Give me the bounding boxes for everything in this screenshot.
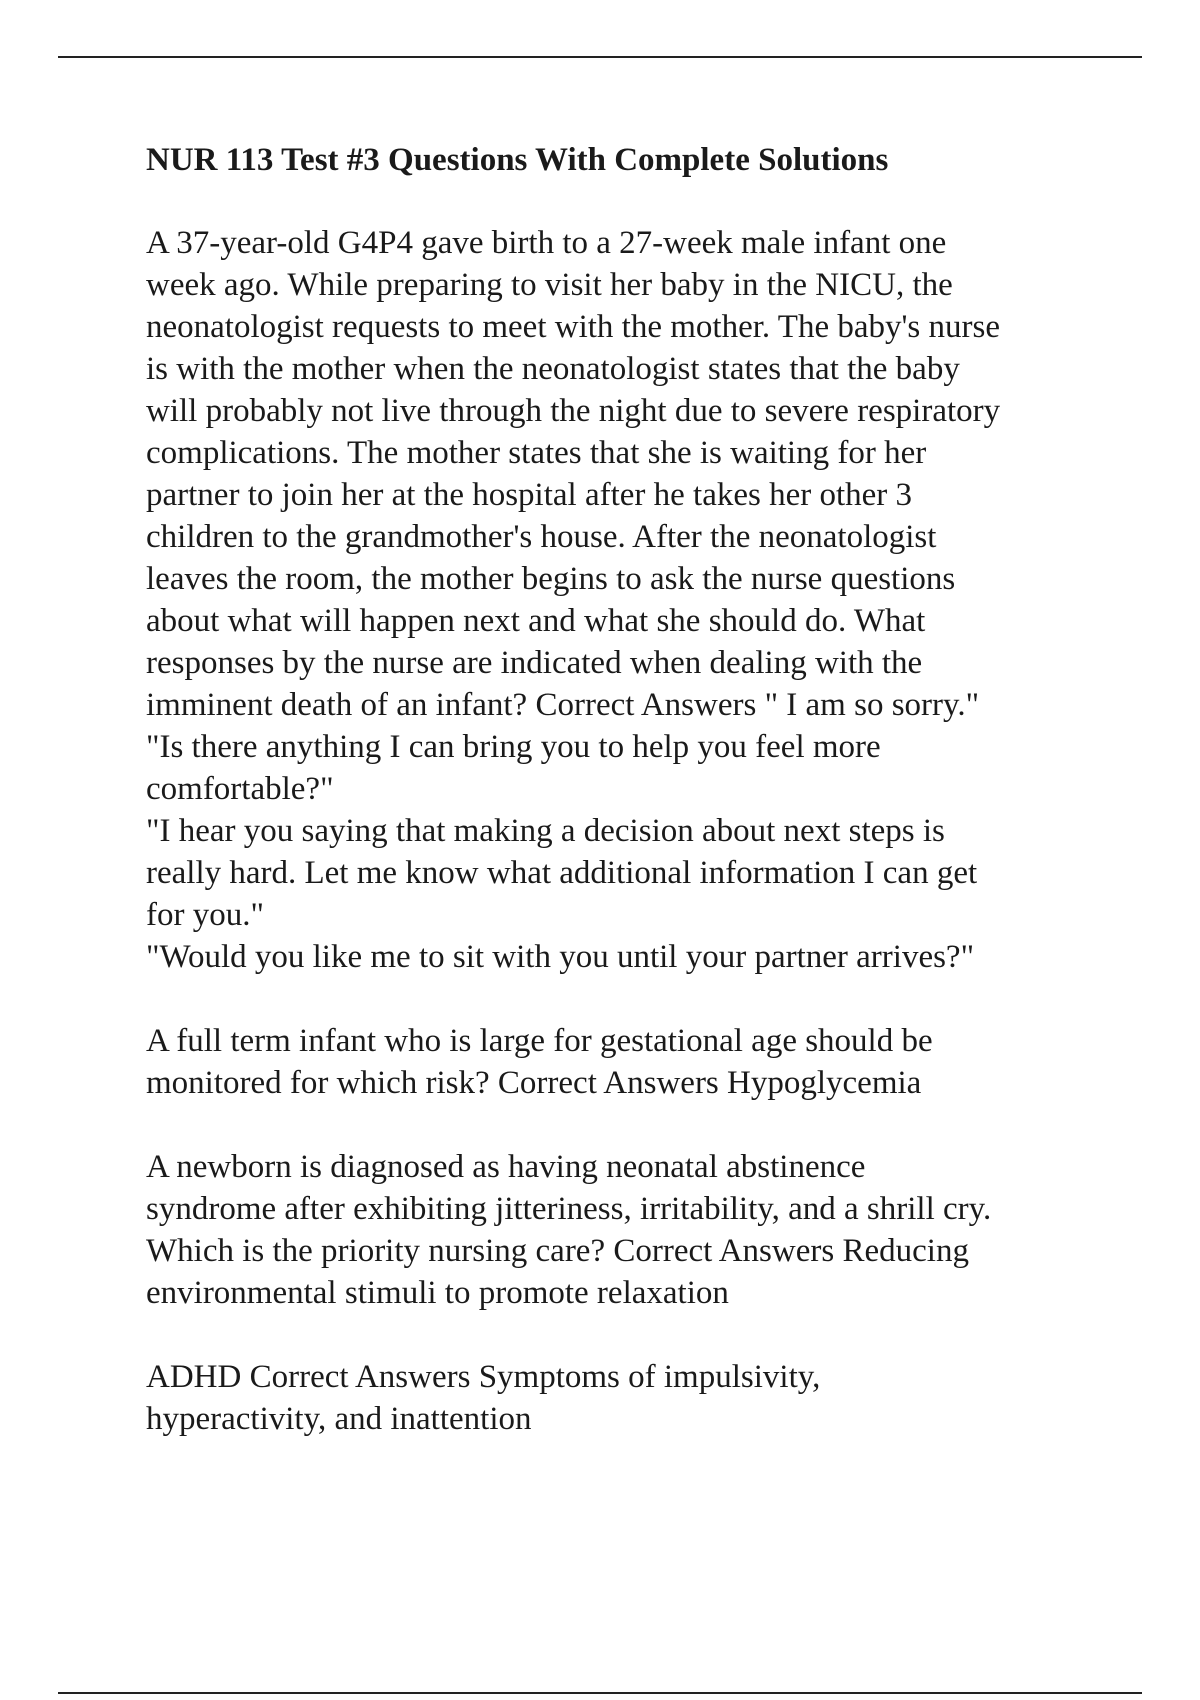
bottom-rule xyxy=(58,1692,1142,1694)
text-line: "Is there anything I can bring you to help you feel more xyxy=(146,729,881,765)
qa-text xyxy=(146,1356,1096,1440)
text-line: "I hear you saying that making a decision about next steps is xyxy=(146,813,945,849)
text-line: environmental stimuli to promote relaxation xyxy=(146,1275,729,1311)
qa-item-1 xyxy=(146,222,1096,978)
text-line: comfortable?" xyxy=(146,771,334,807)
text-line: Which is the priority nursing care? Correct Answers Reducing xyxy=(146,1233,969,1269)
text-line: week ago. While preparing to visit her baby in the NICU, the xyxy=(146,267,953,303)
qa-item-2 xyxy=(146,1020,1096,1104)
text-line: children to the grandmother's house. After the neonatologist xyxy=(146,519,937,555)
text-line: about what will happen next and what she should do. What xyxy=(146,603,926,639)
text-line: imminent death of an infant? Correct Answers " I am so sorry." xyxy=(146,687,980,723)
text-line: is with the mother when the neonatologist states that the baby xyxy=(146,351,960,387)
text-line: syndrome after exhibiting jitteriness, irritability, and a shrill cry. xyxy=(146,1191,992,1227)
document-body xyxy=(146,140,1096,1482)
text-line: leaves the room, the mother begins to ask the nurse questions xyxy=(146,561,956,597)
text-line: hyperactivity, and inattention xyxy=(146,1401,532,1437)
text-line: really hard. Let me know what additional information I can get xyxy=(146,855,978,891)
text-line: will probably not live through the night due to severe respiratory xyxy=(146,393,1001,429)
text-line: monitored for which risk? Correct Answers Hypoglycemia xyxy=(146,1065,922,1101)
qa-item-4 xyxy=(146,1356,1096,1440)
text-line: ADHD Correct Answers Symptoms of impulsivity, xyxy=(146,1359,821,1395)
qa-text xyxy=(146,222,1096,978)
text-line: for you." xyxy=(146,897,264,933)
text-line: A 37-year-old G4P4 gave birth to a 27-week male infant one xyxy=(146,225,947,261)
qa-text xyxy=(146,1146,1096,1314)
text-line: responses by the nurse are indicated when dealing with the xyxy=(146,645,923,681)
qa-text xyxy=(146,1020,1096,1104)
text-line: partner to join her at the hospital after he takes her other 3 xyxy=(146,477,913,513)
text-line: complications. The mother states that she is waiting for her xyxy=(146,435,927,471)
qa-item-3 xyxy=(146,1146,1096,1314)
document-title: NUR 113 Test #3 Questions With Complete Solutions xyxy=(146,142,889,178)
top-rule xyxy=(58,56,1142,58)
text-line: neonatologist requests to meet with the mother. The baby's nurse xyxy=(146,309,1001,345)
text-line: A full term infant who is large for gestational age should be xyxy=(146,1023,933,1059)
text-line: "Would you like me to sit with you until your partner arrives?" xyxy=(146,939,975,975)
text-line: A newborn is diagnosed as having neonatal abstinence xyxy=(146,1149,866,1185)
